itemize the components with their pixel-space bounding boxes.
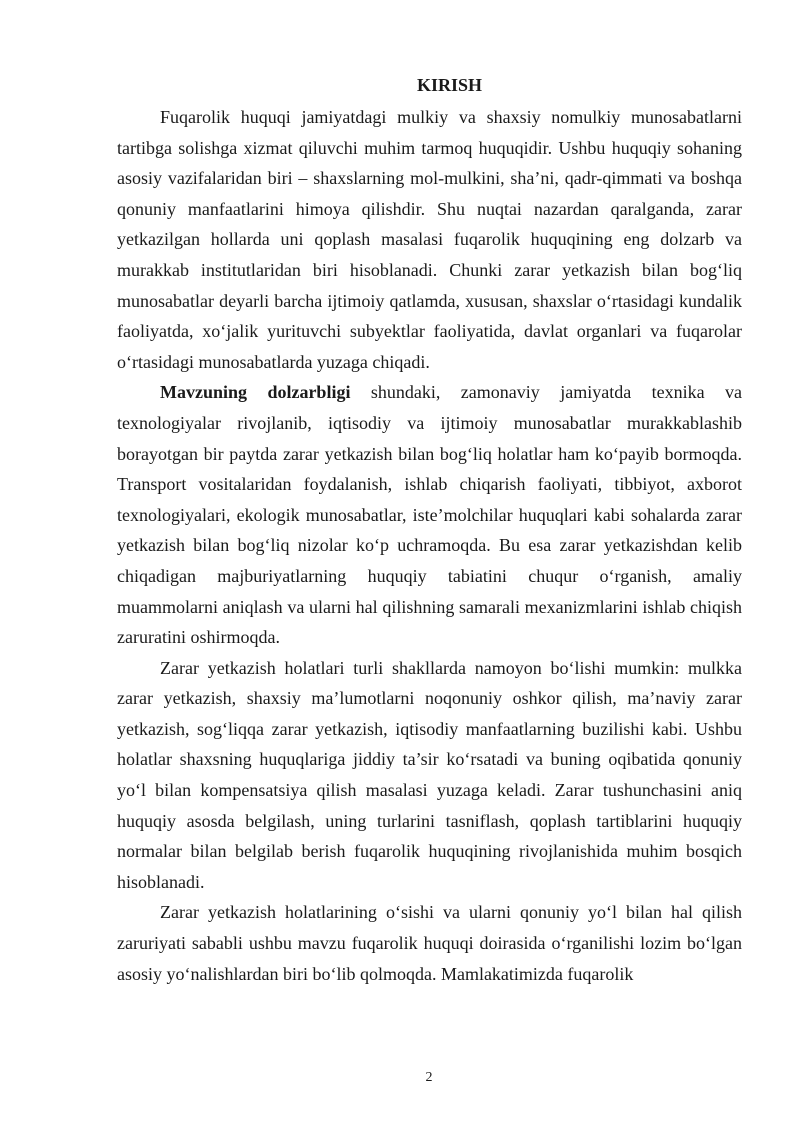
section-title: KIRISH [416, 75, 483, 95]
paragraph-1 [117, 102, 742, 377]
paragraph-3 [117, 653, 742, 898]
page-number: 2 [425, 1070, 433, 1085]
paragraph-text: Fuqarolik huquqi jamiyatdagi mulkiy va shaxsiy nomulkiy munosabatlarni tartibga solishga xizmat qiluvchi muhim tarmoq huquqidir. Ushbu huquqiy sohaning asosiy vazifalaridan biri – shaxslarning mol-mulkini, sha’ni, qadr-qimmati va boshqa qonuniy manfaatlarini himoya qilishdir. Shu nuqtai nazardan qaralganda, zarar yetkazilgan hollarda uni qoplash masalasi fuqarolik huquqining eng dolzarb va murakkab institutlaridan biri hisoblanadi. Chunki zarar yetkazish bilan bog‘liq munosabatlar deyarli barcha ijtimoiy qatlamda, xususan, shaxslar o‘rtasidagi kundalik faoliyatda, xo‘jalik yurituvchi subyektlar faoliyatida, davlat organlari va fuqarolar o‘rtasidagi munosabatlarda yuzaga chiqadi. [117, 107, 742, 372]
paragraph-2 [117, 377, 742, 652]
paragraph-text: shundaki, zamonaviy jamiyatda texnika va texnologiyalar rivojlanib, iqtisodiy va ijtimoiy munosabatlar murakkablashib borayotgan bir paytda zarar yetkazish bilan bog‘liq holatlar ham ko‘payib bormoqda. Transport vositalaridan foydalanish, ishlab chiqarish faoliyati, tibbiyot, axborot texnologiyalari, ekologik munosabatlar, iste’molchilar huquqlari kabi sohalarda zarar yetkazish bilan bog‘liq nizolar ko‘p uchramoqda. Bu esa zarar yetkazishdan kelib chiqadigan majburiyatlarning huquqiy tabiatini chuqur o‘rganish, amaliy muammolarni aniqlash va ularni hal qilishning samarali mexanizmlarini ishlab chiqish zaruratini oshirmoqda. [117, 382, 743, 648]
paragraph-4 [117, 897, 742, 989]
paragraph-text: Zarar yetkazish holatlarining o‘sishi va ularni qonuniy yo‘l bilan hal qilish zaruriyati sababli ushbu mavzu fuqarolik huquqi doirasida o‘rganilishi lozim bo‘lgan asosiy yo‘nalishlardan biri bo‘lib qolmoqda. Mamlakatimizda fuqarolik [117, 902, 742, 984]
paragraph-text: Zarar yetkazish holatlari turli shakllarda namoyon bo‘lishi mumkin: mulkka zarar yetkazish, shaxsiy ma’lumotlarni noqonuniy oshkor qilish, ma’naviy zarar yetkazish, sog‘liqqa zarar yetkazish, iqtisodiy manfaatlarning buzilishi kabi. Ushbu holatlar shaxsning huquqlariga jiddiy ta’sir ko‘rsatadi va buning oqibatida qonuniy yo‘l bilan kompensatsiya qilish masalasi yuzaga keladi. Zarar tushunchasini aniq huquqiy asosda belgilash, uning turlarini tasniflash, qoplash tartiblarini huquqiy normalar bilan belgilab berish fuqarolik huquqining rivojlanishida muhim bosqich hisoblanadi. [117, 657, 742, 892]
document-page [117, 70, 742, 989]
paragraph-lead-relevance: Mavzuning dolzarbligi [160, 382, 351, 403]
